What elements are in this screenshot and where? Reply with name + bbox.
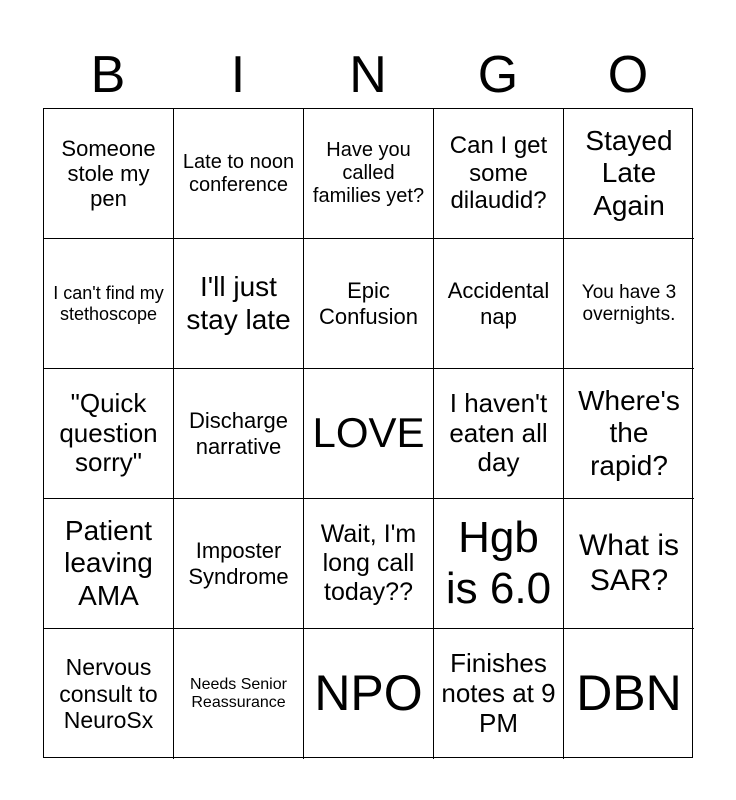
bingo-cell-text: Imposter Syndrome [188,538,289,589]
bingo-cell-text: Needs Senior Reassurance [190,675,287,711]
bingo-cell[interactable] [304,499,434,629]
bingo-cell-text: LOVE [312,409,425,457]
bingo-cell[interactable] [174,499,304,629]
bingo-cell[interactable] [564,369,694,499]
bingo-cell[interactable] [44,499,174,629]
bingo-cell[interactable] [174,629,304,759]
bingo-cell[interactable] [174,369,304,499]
header-letter-g: G [477,46,519,104]
bingo-cell[interactable] [564,109,694,239]
bingo-cell-text: Stayed Late Again [585,125,673,221]
bingo-cell-text: Epic Confusion [318,278,419,329]
bingo-cell-text: NPO [314,665,423,722]
bingo-cell[interactable] [174,109,304,239]
bingo-cell-text: I can't find my stethoscope [53,282,164,324]
bingo-cell-text: Finishes notes at 9 PM [441,648,556,738]
bingo-cell[interactable] [564,499,694,629]
bingo-cell[interactable] [434,369,564,499]
bingo-cell-text: What is SAR? [578,529,680,597]
bingo-cell-text: Someone stole my pen [61,135,156,212]
bingo-cell[interactable] [44,629,174,759]
bingo-cell[interactable] [44,239,174,369]
bingo-cell[interactable] [434,109,564,239]
bingo-cell-text: Discharge narrative [188,408,289,459]
bingo-cell-text: Where's the rapid? [578,385,680,481]
bingo-cell[interactable] [564,629,694,759]
bingo-cell[interactable] [304,369,434,499]
bingo-cell-text: DBN [576,665,682,722]
bingo-cell-text: I'll just stay late [186,271,291,335]
bingo-cell-text: Have you called families yet? [312,139,425,207]
header-letter-o: O [607,46,649,104]
bingo-cell[interactable] [44,369,174,499]
header-letter-i: I [230,46,246,104]
bingo-cell[interactable] [434,499,564,629]
bingo-board [43,108,693,758]
bingo-cell-text: Wait, I'm long call today?? [320,520,417,606]
bingo-cell-text: "Quick question sorry" [59,387,158,478]
header-letter-b: B [90,46,126,104]
bingo-cell[interactable] [564,239,694,369]
bingo-cell[interactable] [434,239,564,369]
bingo-cell[interactable] [304,109,434,239]
bingo-cell-text: Can I get some dilaudid? [449,132,548,215]
bingo-cell[interactable] [434,629,564,759]
bingo-cell-text: Patient leaving AMA [64,515,153,611]
bingo-header [43,42,693,108]
bingo-cell-text: You have 3 overnights. [581,281,677,325]
bingo-cell[interactable] [304,629,434,759]
bingo-cell-text: Nervous consult to NeuroSx [59,654,158,734]
bingo-cell-text: I haven't eaten all day [449,387,548,478]
bingo-cell[interactable] [304,239,434,369]
bingo-cell-text: Late to noon conference [182,150,295,196]
bingo-cell-text: Hgb is 6.0 [445,512,552,613]
bingo-cell-text: Accidental nap [447,278,550,329]
header-letter-n: N [349,46,387,104]
bingo-cell[interactable] [174,239,304,369]
bingo-cell[interactable] [44,109,174,239]
